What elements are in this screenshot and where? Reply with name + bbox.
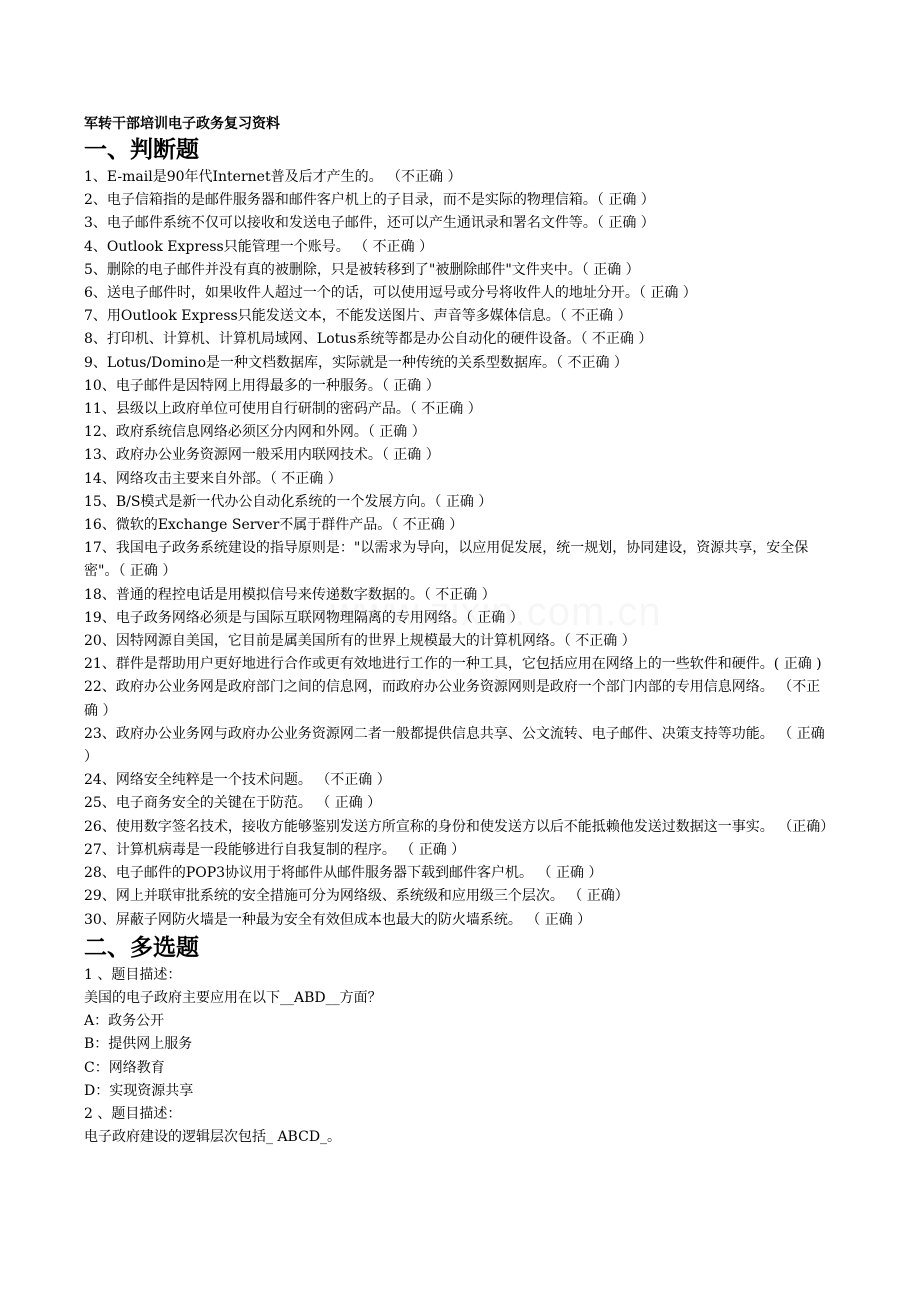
question-17: 17、我国电子政务系统建设的指导原则是："以需求为导向，以应用促发展，统一规划，协同建设，资源共享，安全保密"。（ 正确 ） (84, 540, 809, 580)
question-18: 18、普通的程控电话是用模拟信号来传递数字数据的。（ 不正确 ） (84, 586, 496, 603)
question-16: 16、微软的Exchange Server不属于群件产品。（ 不正确 ） (84, 517, 464, 534)
mc-question-1-text: 美国的电子政府主要应用在以下__ABD__方面？ (84, 989, 382, 1006)
section-heading-true-false: 一、判断题 (84, 137, 199, 163)
question-12: 12、政府系统信息网络必须区分内网和外网。（ 正确 ） (84, 424, 426, 441)
mc-option-a: A：政务公开 (84, 1013, 165, 1030)
question-24: 24、网络安全纯粹是一个技术问题。 （不正确 ） (84, 772, 391, 789)
question-25: 25、电子商务安全的关键在于防范。 （ 正确 ） (84, 795, 382, 812)
question-20: 20、因特网源自美国，它目前是属美国所有的世界上规模最大的计算机网络。（ 不正确 ） (84, 633, 636, 650)
question-2: 2、电子信箱指的是邮件服务器和邮件客户机上的子目录，而不是实际的物理信箱。（ 正确 ） (84, 192, 655, 209)
document-page (84, 114, 834, 1149)
question-6: 6、送电子邮件时，如果收件人超过一个的话，可以使用逗号或分号将收件人的地址分开。（ 正确 ） (84, 285, 697, 302)
question-3: 3、电子邮件系统不仅可以接收和发送电子邮件，还可以产生通讯录和署名文件等。（ 正确 ） (84, 215, 655, 232)
question-29: 29、网上并联审批系统的安全措施可分为网络级、系统级和应用级三个层次。 （ 正确） (84, 888, 629, 905)
question-1: 1、E-mail是90年代Internet普及后才产生的。 （不正确 ） (84, 169, 462, 185)
question-10: 10、电子邮件是因特网上用得最多的一种服务。（ 正确 ） (84, 377, 440, 394)
mc-question-2-label: 2 、题目描述： (84, 1105, 182, 1122)
question-14: 14、网络攻击主要来自外部。（ 不正确 ） (84, 470, 342, 487)
question-8: 8、打印机、计算机、计算机局域网、Lotus系统等都是办公自动化的硬件设备。（ 不正确 ） (84, 331, 653, 348)
question-27: 27、计算机病毒是一段能够进行自我复制的程序。 （ 正确 ） (84, 841, 466, 858)
mc-option-c: C：网络教育 (84, 1059, 165, 1076)
question-9: 9、Lotus/Domino是一种文档数据库，实际就是一种传统的关系型数据库。（ 不正确 ） (84, 354, 628, 371)
multiple-choice-list (84, 964, 834, 1150)
question-13: 13、政府办公业务资源网一般采用内联网技术。（ 正确 ） (84, 447, 440, 464)
question-19: 19、电子政务网络必须是与国际互联网物理隔离的专用网络。（ 正确 ） (84, 609, 524, 626)
section-heading-multiple-choice: 二、多选题 (84, 934, 199, 961)
mc-question-2-text: 电子政府建设的逻辑层次包括_ ABCD_。 (84, 1129, 342, 1146)
question-11: 11、县级以上政府单位可使用自行研制的密码产品。（ 不正确 ） (84, 401, 482, 418)
mc-question-1-label: 1 、题目描述： (84, 966, 182, 983)
document-title: 军转干部培训电子政务复习资料 (84, 116, 280, 132)
mc-option-d: D：实现资源共享 (84, 1082, 194, 1099)
question-21: 21、群件是帮助用户更好地进行合作或更有效地进行工作的一种工具，它包括应用在网络上的一些软件和硬件。( 正确 ) (84, 656, 822, 673)
question-26: 26、使用数字签名技术，接收方能够鉴别发送方所宣称的身份和使发送方以后不能抵赖他发送过数据这一事实。 （正确） (84, 818, 835, 835)
question-5: 5、删除的电子邮件并没有真的被删除，只是被转移到了"被删除邮件"文件夹中。（ 正确 ） (84, 261, 640, 278)
question-7: 7、用Outlook Express只能发送文本，不能发送图片、声音等多媒体信息。（ 不正确 ） (84, 308, 632, 325)
question-23: 23、政府办公业务网与政府办公业务资源网二者一般都提供信息共享、公文流转、电子邮件、决策支持等功能。 （ 正确 ） (84, 725, 825, 766)
question-22: 22、政府办公业务网是政府部门之间的信息网，而政府办公业务资源网则是政府一个部门内部的专用信息网络。 （不正确 ） (84, 679, 821, 719)
mc-option-b: B：提供网上服务 (84, 1036, 193, 1053)
true-false-list (84, 166, 834, 932)
question-15: 15、B/S模式是新一代办公自动化系统的一个发展方向。（ 正确 ） (84, 493, 493, 510)
question-4: 4、Outlook Express只能管理一个账号。 （ 不正确 ） (84, 238, 434, 255)
question-28: 28、电子邮件的POP3协议用于将邮件从邮件服务器下载到邮件客户机。 （ 正确 ） (84, 865, 603, 882)
question-30: 30、屏蔽子网防火墙是一种最为安全有效但成本也最大的防火墙系统。 （ 正确 ） (84, 911, 592, 928)
